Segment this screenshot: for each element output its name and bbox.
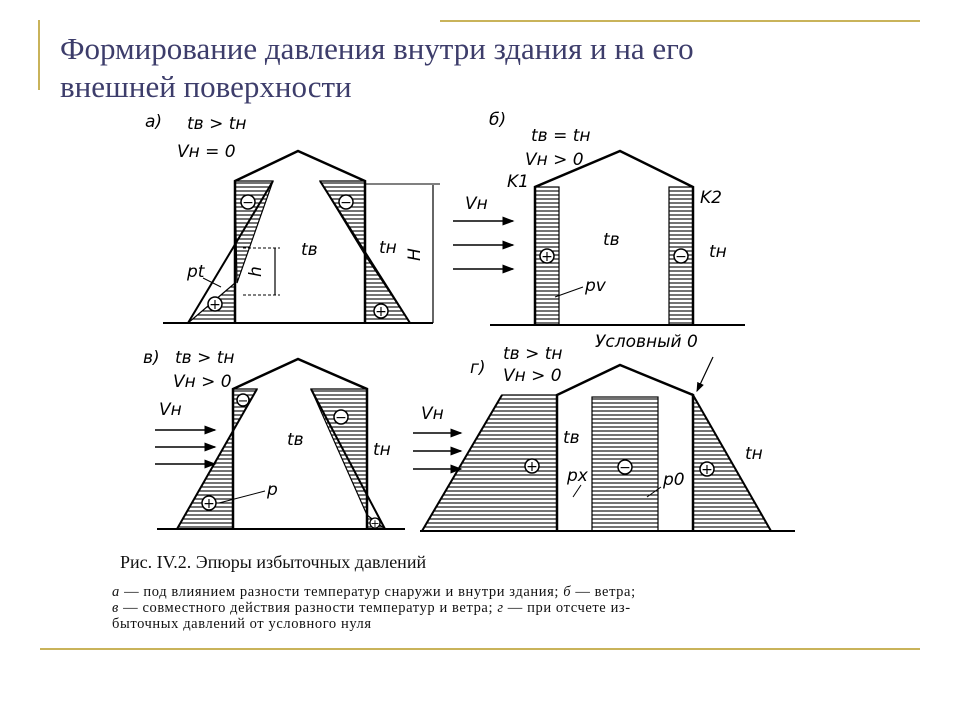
diagram-c-condition-wind: Vн > 0 xyxy=(173,372,232,392)
diagram-a-condition-temp: tв > tн xyxy=(187,114,247,134)
accent-bottom-line xyxy=(40,648,920,650)
diagram-a-building xyxy=(235,151,365,323)
diagram-c-plus-sign-left: + xyxy=(203,496,215,512)
diagram-b-pressure-label: pv xyxy=(585,276,606,296)
diagram-c-pressure-label: p xyxy=(267,480,278,500)
diagram-d-px-label: px xyxy=(567,466,588,486)
diagram-b-t-out: tн xyxy=(709,242,727,262)
figure-caption-title: Рис. IV.2. Эпюры избыточных давлений xyxy=(120,552,427,572)
diagram-c-right-negative-area xyxy=(311,389,367,515)
caption-line-3: быточных давлений от условного нуля xyxy=(112,616,372,632)
diagram-c-t-out: tн xyxy=(373,440,391,460)
diagram-a-minus-sign-right: − xyxy=(340,195,352,211)
diagram-b-k2-label: K2 xyxy=(700,188,722,208)
diagram-d xyxy=(413,332,795,531)
diagram-a-pressure-label: pt xyxy=(187,262,205,282)
diagram-a-plus-sign-right: + xyxy=(375,304,387,320)
diagram-a-pressure-leader xyxy=(203,278,221,287)
diagram-d-zero-label: Условный 0 xyxy=(595,332,698,352)
diagram-d-plus-sign-right: + xyxy=(701,462,713,478)
diagram-d-p0-label: p0 xyxy=(663,470,685,490)
diagram-c-minus-sign-left: − xyxy=(237,394,249,409)
diagram-b-plus-sign: + xyxy=(541,249,553,265)
caption-line-2 xyxy=(112,600,832,616)
diagram-a-minus-sign-left: − xyxy=(242,195,254,211)
diagram-b-letter: б) xyxy=(489,110,507,130)
title-line-2: внешней поверхности xyxy=(60,69,352,104)
caption-line-1 xyxy=(112,584,832,600)
diagram-c xyxy=(143,348,405,530)
title-line-1: Формирование давления внутри здания и на его xyxy=(60,31,694,66)
caption-text-b: — ветра; xyxy=(571,584,636,600)
diagram-d-minus-sign: − xyxy=(619,460,631,476)
diagram-c-letter: в) xyxy=(143,348,160,368)
diagram-b-k1-label: K1 xyxy=(507,172,529,192)
diagram-a xyxy=(145,112,440,323)
diagram-c-t-in: tв xyxy=(287,430,304,450)
diagram-b xyxy=(453,110,745,325)
diagram-b-wind-label: Vн xyxy=(465,194,488,214)
diagram-d-plus-sign-left: + xyxy=(526,459,538,475)
figure-caption-body xyxy=(112,584,832,632)
caption-marker-a: а xyxy=(112,584,120,600)
accent-vertical-line xyxy=(38,20,40,90)
diagram-b-minus-sign: − xyxy=(675,249,687,265)
diagram-b-condition-wind: Vн > 0 xyxy=(525,150,584,170)
slide-title xyxy=(60,30,920,106)
diagram-a-t-out: tн xyxy=(379,238,397,258)
diagram-a-H-label: H xyxy=(405,248,425,261)
diagram-a-plus-sign-left: + xyxy=(209,297,221,313)
caption-text-a: — под влиянием разности температур снаружи и внутри здания; xyxy=(119,584,564,600)
diagram-c-wind-label: Vн xyxy=(159,400,182,420)
diagram-d-wind-label: Vн xyxy=(421,404,444,424)
diagram-d-t-in: tв xyxy=(563,428,580,448)
diagram-d-t-out: tн xyxy=(745,444,763,464)
diagram-b-t-in: tв xyxy=(603,230,620,250)
caption-marker-v: в xyxy=(112,600,119,616)
caption-marker-b: б xyxy=(563,584,572,600)
diagram-d-condition-wind: Vн > 0 xyxy=(503,366,562,386)
diagram-a-h-label: h xyxy=(246,266,266,277)
diagram-d-zero-arrow xyxy=(697,357,713,391)
diagram-a-t-in: tв xyxy=(301,240,318,260)
diagram-c-plus-sign-right: + xyxy=(370,517,380,530)
diagram-b-condition-temp: tв = tн xyxy=(531,126,591,146)
diagram-a-condition-wind: Vн = 0 xyxy=(177,142,236,162)
diagram-d-px-leader xyxy=(573,485,581,497)
pressure-diagrams-figure xyxy=(115,105,795,545)
caption-text-g: — при отсчете из- xyxy=(503,600,631,616)
diagram-d-condition-temp: tв > tн xyxy=(503,344,563,364)
diagram-a-letter: а) xyxy=(145,112,163,132)
diagram-c-minus-sign-right: − xyxy=(335,410,347,426)
accent-top-line xyxy=(440,20,920,22)
diagram-c-condition-temp: tв > tн xyxy=(175,348,235,368)
diagram-d-letter: г) xyxy=(470,358,486,378)
caption-marker-g: г xyxy=(497,600,504,616)
caption-text-v: — совместного действия разности температур и ветра; xyxy=(118,600,498,616)
